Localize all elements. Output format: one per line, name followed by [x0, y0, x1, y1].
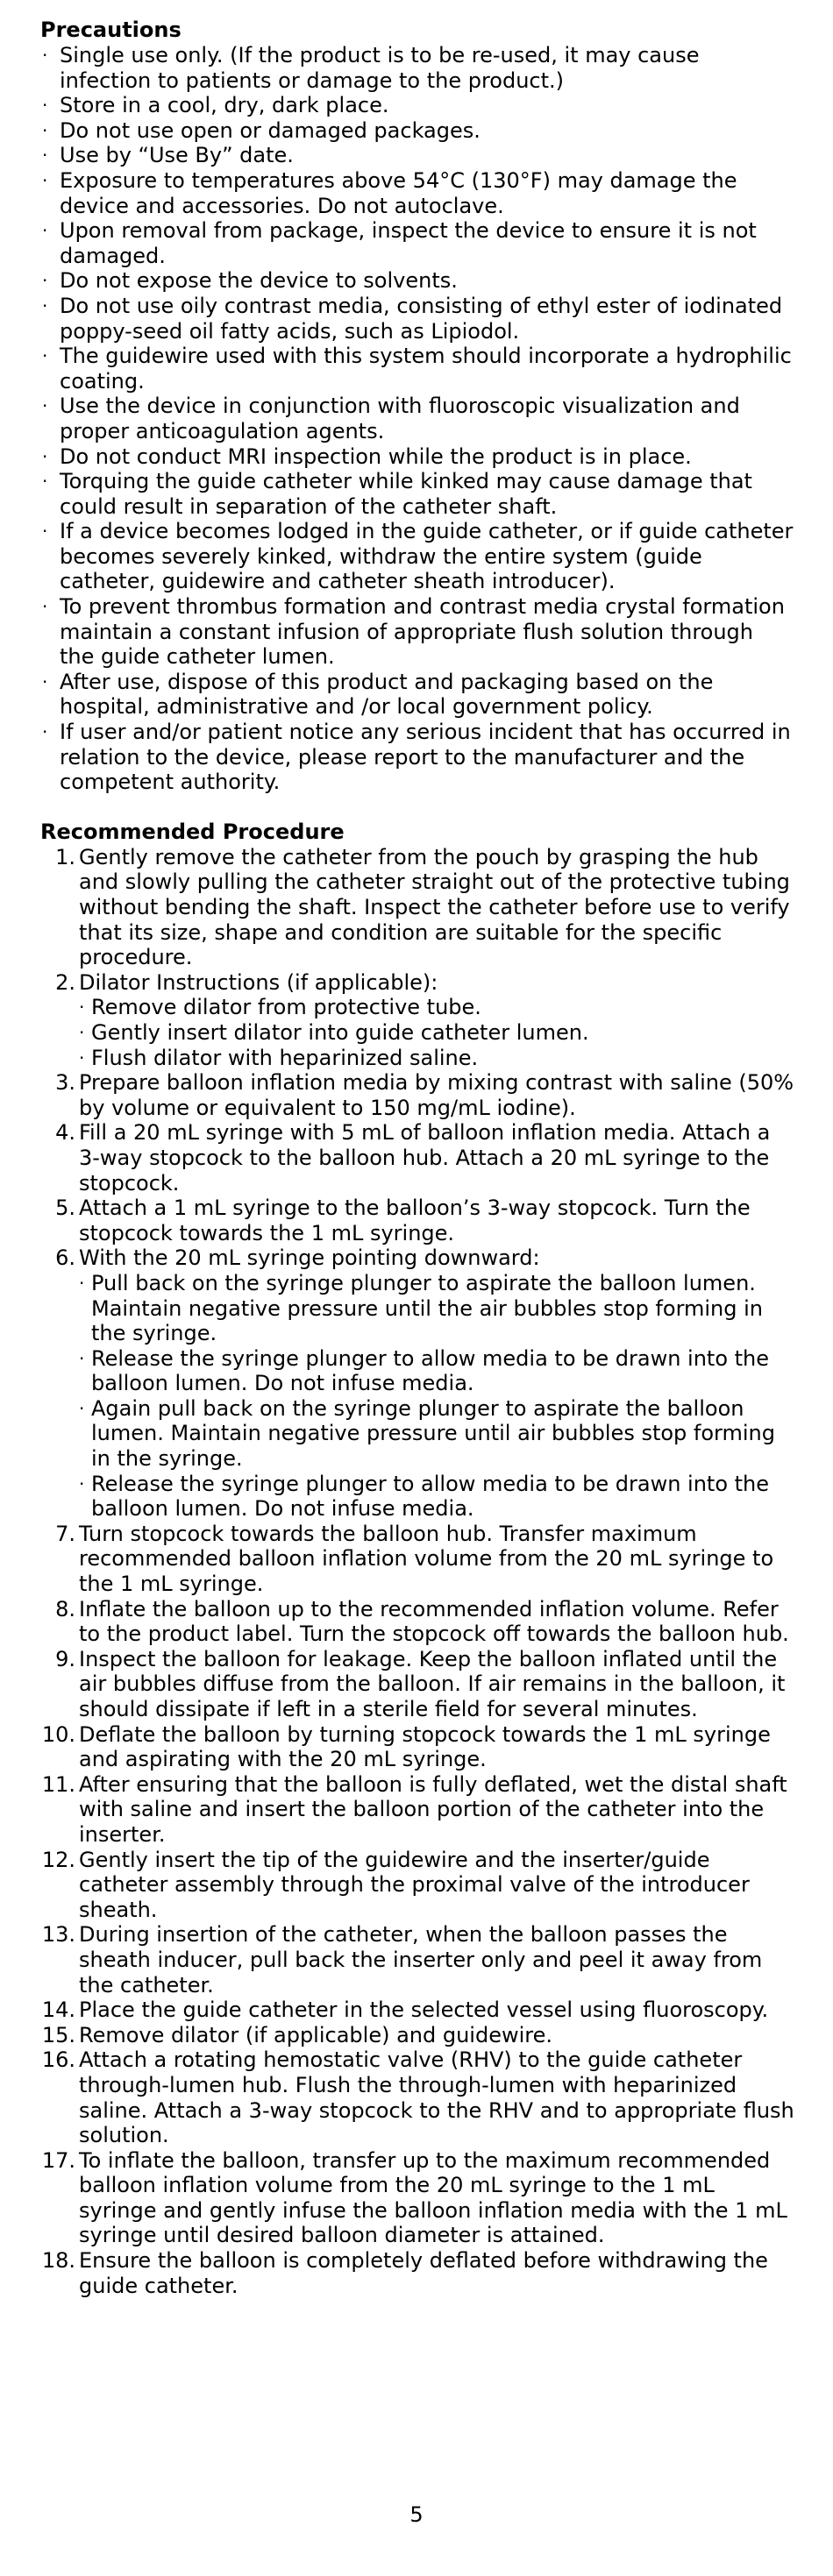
step-number: 18. — [41, 2248, 75, 2274]
substep-text: Remove dilator from protective tube. — [91, 995, 481, 1020]
procedure-step — [40, 1722, 794, 1772]
precaution-text: Do not conduct MRI inspection while the product is in place. — [60, 444, 692, 469]
step-number: 3. — [55, 1070, 75, 1096]
procedure-step — [40, 970, 794, 1070]
procedure-section — [40, 820, 794, 2298]
substep-text: Gently insert dilator into guide catheter lumen. — [91, 1019, 589, 1045]
bullet-icon: · — [42, 395, 48, 417]
substep-item — [79, 995, 794, 1020]
step-substeps-list — [79, 1271, 794, 1522]
step-number: 6. — [55, 1245, 75, 1271]
step-text: To inflate the balloon, transfer up to the maximum recommended balloon inflation volume from the 20 mL syringe to the 1 mL syringe and gently infuse the balloon inflation media with the 1 mL syringe until desired balloon diameter is attained. — [79, 2147, 787, 2248]
bullet-icon: · — [42, 295, 48, 316]
step-text: During insertion of the catheter, when the balloon passes the sheath inducer, pull back the inserter only and peel it away from the catheter. — [79, 1922, 763, 1998]
step-number: 14. — [41, 1998, 75, 2023]
procedure-step — [40, 1522, 794, 1597]
precaution-item — [40, 218, 794, 268]
substep-item — [79, 1046, 794, 1071]
bullet-icon: · — [79, 1397, 85, 1419]
bullet-icon: · — [79, 1272, 85, 1294]
precaution-text: Upon removal from package, inspect the device to ensure it is not damaged. — [60, 218, 757, 268]
precaution-item — [40, 344, 794, 394]
precaution-text: After use, dispose of this product and packaging based on the hospital, administrative and /or local government policy. — [60, 669, 714, 720]
precaution-item — [40, 43, 794, 93]
bullet-icon: · — [42, 721, 48, 743]
precaution-item — [40, 268, 794, 294]
step-text: Remove dilator (if applicable) and guidewire. — [79, 2022, 552, 2047]
procedure-step — [40, 1070, 794, 1120]
section-spacer — [40, 795, 794, 820]
precaution-text: The guidewire used with this system should incorporate a hydrophilic coating. — [60, 344, 792, 394]
procedure-step — [40, 845, 794, 970]
procedure-step — [40, 1597, 794, 1647]
precaution-text: Use the device in conjunction with fluoroscopic visualization and proper anticoagulation agents. — [60, 394, 740, 444]
precaution-item — [40, 720, 794, 795]
precaution-item — [40, 394, 794, 444]
substep-text: Release the syringe plunger to allow media to be drawn into the balloon lumen. Do not infuse media. — [91, 1471, 770, 1522]
step-text: Deflate the balloon by turning stopcock towards the 1 mL syringe and aspirating with the 20 mL syringe. — [79, 1721, 771, 1772]
procedure-heading: Recommended Procedure — [40, 819, 345, 844]
precaution-item — [40, 168, 794, 218]
step-number: 15. — [41, 2022, 75, 2047]
precaution-text: Do not expose the device to solvents. — [60, 268, 458, 294]
precaution-text: If a device becomes lodged in the guide catheter, or if guide catheter becomes severely kinked, withdraw the entire system (guide catheter, guidewire and catheter sheath introducer). — [60, 519, 794, 594]
step-text: Fill a 20 mL syringe with 5 mL of balloon inflation media. Attach a 3-way stopcock to the balloon hub. Attach a 20 mL syringe to the stopcock. — [79, 1120, 771, 1196]
step-number: 8. — [55, 1596, 75, 1622]
precaution-item — [40, 118, 794, 144]
step-number: 5. — [55, 1196, 75, 1221]
bullet-icon: · — [79, 997, 85, 1018]
procedure-step — [40, 1245, 794, 1522]
precautions-heading: Precautions — [40, 18, 182, 42]
step-number: 9. — [55, 1646, 75, 1671]
step-number: 13. — [41, 1922, 75, 1948]
step-number: 10. — [41, 1721, 75, 1747]
step-text: Dilator Instructions (if applicable): — [79, 969, 438, 995]
step-text: Gently insert the tip of the guidewire and the inserter/guide catheter assembly through the proximal valve of the introducer sheath. — [79, 1847, 750, 1922]
bullet-icon: · — [42, 471, 48, 493]
precaution-text: Use by “Use By” date. — [60, 143, 294, 168]
step-number: 12. — [41, 1847, 75, 1872]
bullet-icon: · — [42, 145, 48, 167]
bullet-icon: · — [42, 671, 48, 692]
precautions-list — [40, 43, 794, 795]
procedure-step — [40, 1647, 794, 1722]
step-number: 1. — [55, 844, 75, 869]
bullet-icon: · — [42, 119, 48, 141]
precaution-text: Do not use open or damaged packages. — [60, 117, 481, 143]
precaution-text: Torquing the guide catheter while kinked may cause damage that could result in separation of the catheter shaft. — [60, 469, 752, 519]
substep-text: Flush dilator with heparinized saline. — [91, 1045, 479, 1070]
step-number: 7. — [55, 1521, 75, 1546]
bullet-icon: · — [42, 270, 48, 292]
precaution-item — [40, 670, 794, 720]
step-text: After ensuring that the balloon is fully deflated, wet the distal shaft with saline and insert the balloon portion of the catheter into the inserter. — [79, 1771, 787, 1847]
bullet-icon: · — [79, 1473, 85, 1494]
procedure-step — [40, 1998, 794, 2023]
substep-item — [79, 1346, 794, 1396]
step-text: Inspect the balloon for leakage. Keep the balloon inflated until the air bubbles diffuse from the balloon. If air remains in the balloon, it should dissipate if left in a sterile field for several minutes. — [79, 1646, 786, 1721]
substep-item — [79, 1396, 794, 1472]
page-number: 5 — [409, 2502, 424, 2527]
precaution-text: Single use only. (If the product is to be re-used, it may cause infection to patients or damage to the product.) — [60, 43, 700, 93]
procedure-step — [40, 1196, 794, 1245]
step-text: Gently remove the catheter from the pouch by grasping the hub and slowly pulling the catheter straight out of the protective tubing without bending the shaft. Inspect the catheter before use to verify that its size, shape and condition are suitable for the specific procedure. — [79, 844, 790, 970]
procedure-step — [40, 2148, 794, 2248]
bullet-icon: · — [42, 445, 48, 467]
precaution-item — [40, 519, 794, 594]
bullet-icon: · — [42, 521, 48, 543]
step-text: Turn stopcock towards the balloon hub. Transfer maximum recommended balloon inflation volume from the 20 mL syringe to the 1 mL syringe. — [79, 1521, 774, 1597]
substep-text: Again pull back on the syringe plunger to aspirate the balloon lumen. Maintain negative pressure until air bubbles stop forming in the syringe. — [91, 1395, 775, 1472]
bullet-icon: · — [42, 220, 48, 242]
page-content — [40, 18, 794, 2298]
procedure-step — [40, 2023, 794, 2048]
precaution-item — [40, 93, 794, 118]
step-number: 4. — [55, 1120, 75, 1146]
procedure-step — [40, 1772, 794, 1848]
step-text: Place the guide catheter in the selected vessel using fluoroscopy. — [79, 1998, 769, 2023]
substep-item — [79, 1271, 794, 1346]
step-text: Attach a rotating hemostatic valve (RHV) to the guide catheter through-lumen hub. Flush the through-lumen with heparinized saline. Attach a 3-way stopcock to the RHV and to appropriate flush solution. — [79, 2047, 794, 2148]
substep-text: Release the syringe plunger to allow media to be drawn into the balloon lumen. Do not infuse media. — [91, 1345, 770, 1396]
bullet-icon: · — [79, 1047, 85, 1068]
bullet-icon: · — [42, 169, 48, 191]
substep-text: Pull back on the syringe plunger to aspirate the balloon lumen. Maintain negative pressure until the air bubbles stop forming in the syringe. — [91, 1270, 764, 1346]
step-number: 16. — [41, 2047, 75, 2073]
precaution-item — [40, 294, 794, 344]
procedure-steps-list — [40, 845, 794, 2298]
procedure-step — [40, 1922, 794, 1998]
precaution-text: Do not use oily contrast media, consisting of ethyl ester of iodinated poppy-seed oil fatty acids, such as Lipiodol. — [60, 293, 783, 344]
procedure-step — [40, 1120, 794, 1196]
bullet-icon: · — [79, 1347, 85, 1369]
step-number: 17. — [41, 2147, 75, 2173]
precaution-text: Store in a cool, dry, dark place. — [60, 93, 389, 118]
precaution-text: If user and/or patient notice any serious incident that has occurred in relation to the device, please report to the manufacturer and the competent authority. — [60, 720, 791, 795]
procedure-step — [40, 2248, 794, 2298]
step-text: Prepare balloon inflation media by mixing contrast with saline (50% by volume or equivalent to 150 mg/mL iodine). — [79, 1070, 794, 1120]
step-text: Inflate the balloon up to the recommended inflation volume. Refer to the product label. Turn the stopcock off towards the balloon hub. — [79, 1596, 789, 1647]
step-text: Ensure the balloon is completely deflated before withdrawing the guide catheter. — [79, 2248, 768, 2298]
step-text: With the 20 mL syringe pointing downward: — [79, 1245, 540, 1271]
precaution-text: To prevent thrombus formation and contrast media crystal formation maintain a constant infusion of appropriate flush solution through the guide catheter lumen. — [60, 594, 785, 670]
precautions-section — [40, 18, 794, 795]
bullet-icon: · — [42, 45, 48, 66]
substep-item — [79, 1020, 794, 1046]
bullet-icon: · — [42, 345, 48, 367]
step-text: Attach a 1 mL syringe to the balloon’s 3-way stopcock. Turn the stopcock towards the 1 mL syringe. — [79, 1196, 751, 1245]
step-number: 2. — [55, 969, 75, 995]
precaution-item — [40, 594, 794, 670]
substep-item — [79, 1472, 794, 1522]
procedure-step — [40, 1848, 794, 1923]
step-number: 11. — [41, 1771, 75, 1797]
precaution-text: Exposure to temperatures above 54°C (130°F) may damage the device and accessories. Do not autoclave. — [60, 167, 737, 218]
step-substeps-list — [79, 995, 794, 1070]
precaution-item — [40, 444, 794, 470]
precaution-item — [40, 469, 794, 519]
bullet-icon: · — [42, 596, 48, 618]
bullet-icon: · — [42, 95, 48, 117]
precaution-item — [40, 143, 794, 168]
procedure-step — [40, 2047, 794, 2147]
bullet-icon: · — [79, 1021, 85, 1043]
